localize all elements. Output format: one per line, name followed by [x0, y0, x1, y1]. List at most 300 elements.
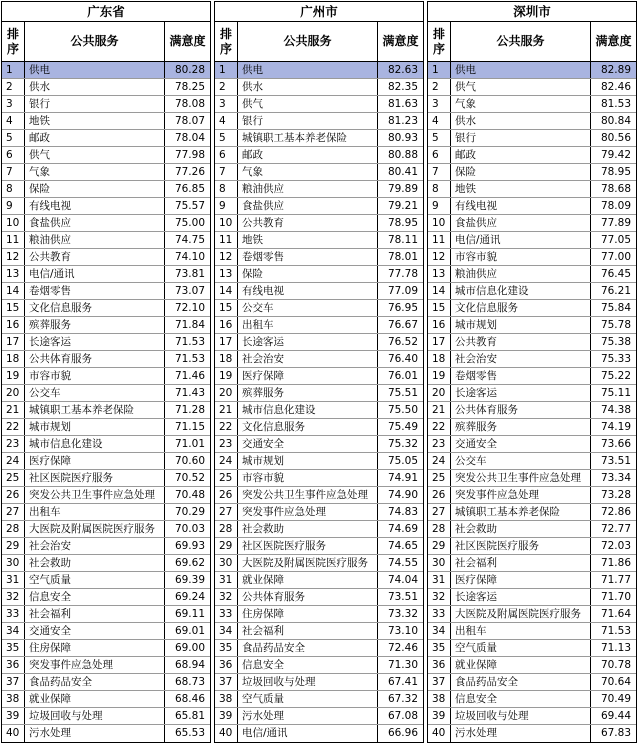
- service-cell: 社会治安: [238, 351, 378, 367]
- rank-cell: 33: [215, 606, 238, 622]
- rank-cell: 18: [215, 351, 238, 367]
- service-cell: 污水处理: [451, 725, 591, 742]
- table-row: [2, 249, 210, 266]
- service-cell: 交通安全: [451, 436, 591, 452]
- table-row: [2, 232, 210, 249]
- service-cell: 信息安全: [25, 589, 165, 605]
- table-row: [2, 419, 210, 436]
- service-cell: 气象: [25, 164, 165, 180]
- service-cell: 突发公共卫生事件应急处理: [451, 470, 591, 486]
- satisfaction-cell: 76.52: [387, 336, 418, 348]
- satisfaction-cell: 76.95: [387, 302, 418, 314]
- table-row: [215, 147, 423, 164]
- rank-cell: 8: [428, 181, 451, 197]
- service-cell: 气象: [238, 164, 378, 180]
- service-cell: 城市信息化建设: [238, 402, 378, 418]
- table-guangzhou: [214, 1, 424, 743]
- rank-cell: 1: [428, 62, 451, 78]
- table-row: [2, 640, 210, 657]
- satisfaction-cell: 78.01: [387, 251, 418, 263]
- service-cell: 医疗保障: [25, 453, 165, 469]
- service-cell: 城市规划: [238, 453, 378, 469]
- rank-cell: 17: [215, 334, 238, 350]
- table-row: [2, 215, 210, 232]
- service-cell: 食盐供应: [238, 198, 378, 214]
- table-row: [428, 572, 636, 589]
- satisfaction-cell: 74.91: [387, 472, 418, 484]
- satisfaction-cell: 70.29: [174, 506, 205, 518]
- table-row: [428, 708, 636, 725]
- satisfaction-ranking-sheet: [1, 1, 639, 743]
- service-cell: 地铁: [25, 113, 165, 129]
- table-row: [2, 657, 210, 674]
- rank-cell: 32: [215, 589, 238, 605]
- service-cell: 有线电视: [451, 198, 591, 214]
- rank-cell: 36: [215, 657, 238, 673]
- service-cell: 出租车: [25, 504, 165, 520]
- table-row: [428, 521, 636, 538]
- satisfaction-cell: 69.24: [174, 591, 205, 603]
- table-row: [215, 623, 423, 640]
- service-cell: 出租车: [451, 623, 591, 639]
- rank-cell: 26: [215, 487, 238, 503]
- table-row: [2, 504, 210, 521]
- table-row: [428, 419, 636, 436]
- rank-cell: 29: [215, 538, 238, 554]
- rank-cell: 27: [2, 504, 25, 520]
- satisfaction-cell: 78.95: [600, 166, 631, 178]
- service-cell: 市容市貌: [451, 249, 591, 265]
- satisfaction-cell: 79.42: [600, 149, 631, 161]
- rank-cell: 36: [428, 657, 451, 673]
- rank-cell: 10: [428, 215, 451, 231]
- service-cell: 保险: [238, 266, 378, 282]
- service-cell: 污水处理: [238, 708, 378, 724]
- rank-cell: 31: [215, 572, 238, 588]
- satisfaction-cell: 74.75: [174, 234, 205, 246]
- satisfaction-cell: 72.86: [600, 506, 631, 518]
- table-row: [428, 385, 636, 402]
- rank-cell: 5: [428, 130, 451, 146]
- satisfaction-cell: 80.41: [387, 166, 418, 178]
- rank-cell: 10: [215, 215, 238, 231]
- table-row: [2, 334, 210, 351]
- table-row: [215, 351, 423, 368]
- satisfaction-cell: 71.28: [174, 404, 205, 416]
- table-row: [428, 640, 636, 657]
- rank-cell: 15: [2, 300, 25, 316]
- satisfaction-cell: 75.33: [600, 353, 631, 365]
- satisfaction-cell: 73.34: [600, 472, 631, 484]
- rank-cell: 27: [215, 504, 238, 520]
- table-row: [215, 521, 423, 538]
- satisfaction-cell: 71.43: [174, 387, 205, 399]
- service-cell: 就业保障: [25, 691, 165, 707]
- service-cell: 社区医院医疗服务: [451, 538, 591, 554]
- service-cell: 食盐供应: [451, 215, 591, 231]
- table-row: [428, 470, 636, 487]
- rank-cell: 1: [2, 62, 25, 78]
- service-cell: 供电: [25, 62, 165, 78]
- service-header: 公共服务: [25, 22, 165, 61]
- rank-cell: 16: [428, 317, 451, 333]
- table-row: [2, 181, 210, 198]
- rank-cell: 4: [215, 113, 238, 129]
- table-row: [2, 266, 210, 283]
- rank-cell: 11: [215, 232, 238, 248]
- satisfaction-cell: 81.23: [387, 115, 418, 127]
- table-row: [215, 487, 423, 504]
- service-cell: 城市规划: [451, 317, 591, 333]
- table-body: [428, 62, 636, 742]
- satisfaction-cell: 69.00: [174, 642, 205, 654]
- satisfaction-cell: 75.32: [387, 438, 418, 450]
- table-row: [215, 317, 423, 334]
- table-row: [428, 96, 636, 113]
- table-row: [428, 691, 636, 708]
- service-cell: 殡葬服务: [25, 317, 165, 333]
- satisfaction-cell: 70.48: [174, 489, 205, 501]
- table-row: [215, 215, 423, 232]
- service-cell: 公交车: [238, 300, 378, 316]
- column-header-row: [2, 22, 210, 62]
- rank-header: 排序: [215, 22, 238, 61]
- satisfaction-cell: 71.70: [600, 591, 631, 603]
- service-cell: 空气质量: [238, 691, 378, 707]
- table-row: [215, 266, 423, 283]
- service-cell: 社区医院医疗服务: [238, 538, 378, 554]
- service-cell: 住房保障: [238, 606, 378, 622]
- table-body: [215, 62, 423, 742]
- table-row: [2, 691, 210, 708]
- service-cell: 突发事件应急处理: [238, 504, 378, 520]
- rank-cell: 7: [428, 164, 451, 180]
- service-cell: 粮油供应: [238, 181, 378, 197]
- table-title: 广州市: [215, 2, 423, 22]
- satisfaction-cell: 78.68: [600, 183, 631, 195]
- rank-cell: 23: [2, 436, 25, 452]
- rank-cell: 3: [2, 96, 25, 112]
- satisfaction-cell: 73.10: [387, 625, 418, 637]
- rank-cell: 6: [2, 147, 25, 163]
- service-header: 公共服务: [238, 22, 378, 61]
- satisfaction-cell: 68.73: [174, 676, 205, 688]
- satisfaction-cell: 74.65: [387, 540, 418, 552]
- satisfaction-cell: 71.46: [174, 370, 205, 382]
- table-row: [2, 79, 210, 96]
- table-row: [428, 198, 636, 215]
- table-row: [215, 538, 423, 555]
- satisfaction-header: 满意度: [595, 34, 632, 48]
- service-cell: 城市信息化建设: [451, 283, 591, 299]
- table-row: [428, 130, 636, 147]
- rank-cell: 4: [2, 113, 25, 129]
- satisfaction-cell: 79.21: [387, 200, 418, 212]
- rank-cell: 8: [2, 181, 25, 197]
- rank-cell: 34: [428, 623, 451, 639]
- satisfaction-cell: 69.44: [600, 710, 631, 722]
- satisfaction-cell: 74.69: [387, 523, 418, 535]
- table-row: [2, 674, 210, 691]
- service-cell: 公共教育: [238, 215, 378, 231]
- rank-cell: 18: [2, 351, 25, 367]
- satisfaction-cell: 75.78: [600, 319, 631, 331]
- satisfaction-cell: 80.28: [174, 64, 205, 76]
- rank-cell: 14: [215, 283, 238, 299]
- table-row: [215, 419, 423, 436]
- service-cell: 供气: [25, 147, 165, 163]
- satisfaction-cell: 75.84: [600, 302, 631, 314]
- satisfaction-cell: 76.67: [387, 319, 418, 331]
- table-row: [215, 572, 423, 589]
- satisfaction-cell: 71.64: [600, 608, 631, 620]
- satisfaction-cell: 74.38: [600, 404, 631, 416]
- service-cell: 长途客运: [451, 589, 591, 605]
- service-cell: 垃圾回收与处理: [451, 708, 591, 724]
- table-row: [428, 538, 636, 555]
- service-cell: 保险: [25, 181, 165, 197]
- rank-cell: 4: [428, 113, 451, 129]
- service-cell: 信息安全: [238, 657, 378, 673]
- rank-cell: 33: [2, 606, 25, 622]
- table-row: [215, 385, 423, 402]
- satisfaction-cell: 71.13: [600, 642, 631, 654]
- table-row: [428, 283, 636, 300]
- service-cell: 粮油供应: [451, 266, 591, 282]
- rank-cell: 19: [215, 368, 238, 384]
- satisfaction-cell: 74.83: [387, 506, 418, 518]
- satisfaction-cell: 67.83: [600, 727, 631, 739]
- service-cell: 城市信息化建设: [25, 436, 165, 452]
- table-row: [2, 198, 210, 215]
- rank-cell: 40: [2, 725, 25, 742]
- satisfaction-cell: 75.05: [387, 455, 418, 467]
- rank-cell: 37: [2, 674, 25, 690]
- table-row: [428, 436, 636, 453]
- rank-cell: 25: [215, 470, 238, 486]
- rank-cell: 9: [2, 198, 25, 214]
- table-row: [2, 487, 210, 504]
- table-row: [428, 351, 636, 368]
- satisfaction-cell: 69.62: [174, 557, 205, 569]
- table-row: [428, 147, 636, 164]
- satisfaction-cell: 78.95: [387, 217, 418, 229]
- satisfaction-cell: 69.39: [174, 574, 205, 586]
- satisfaction-cell: 71.01: [174, 438, 205, 450]
- table-row: [215, 249, 423, 266]
- satisfaction-cell: 82.89: [600, 64, 631, 76]
- service-cell: 有线电视: [25, 198, 165, 214]
- table-row: [2, 130, 210, 147]
- satisfaction-cell: 72.77: [600, 523, 631, 535]
- service-cell: 城镇职工基本养老保险: [238, 130, 378, 146]
- table-row: [215, 436, 423, 453]
- satisfaction-cell: 73.07: [174, 285, 205, 297]
- rank-cell: 30: [428, 555, 451, 571]
- rank-cell: 24: [2, 453, 25, 469]
- satisfaction-cell: 70.78: [600, 659, 631, 671]
- table-row: [215, 62, 423, 79]
- service-cell: 供水: [451, 113, 591, 129]
- table-row: [2, 62, 210, 79]
- table-row: [428, 232, 636, 249]
- table-row: [428, 606, 636, 623]
- table-row: [428, 368, 636, 385]
- service-cell: 垃圾回收与处理: [25, 708, 165, 724]
- table-row: [2, 538, 210, 555]
- rank-cell: 17: [428, 334, 451, 350]
- rank-header: 排序: [428, 22, 451, 61]
- table-row: [215, 368, 423, 385]
- rank-cell: 15: [215, 300, 238, 316]
- table-row: [428, 725, 636, 742]
- table-row: [2, 368, 210, 385]
- table-row: [215, 589, 423, 606]
- service-cell: 供电: [238, 62, 378, 78]
- satisfaction-header: 满意度: [169, 34, 206, 48]
- rank-cell: 39: [215, 708, 238, 724]
- satisfaction-cell: 70.03: [174, 523, 205, 535]
- satisfaction-cell: 68.46: [174, 693, 205, 705]
- satisfaction-cell: 80.56: [600, 132, 631, 144]
- table-row: [428, 657, 636, 674]
- satisfaction-cell: 71.53: [174, 353, 205, 365]
- satisfaction-cell: 65.53: [174, 727, 205, 739]
- rank-cell: 18: [428, 351, 451, 367]
- service-cell: 银行: [238, 113, 378, 129]
- rank-cell: 7: [2, 164, 25, 180]
- rank-cell: 1: [215, 62, 238, 78]
- satisfaction-cell: 76.40: [387, 353, 418, 365]
- rank-cell: 27: [428, 504, 451, 520]
- rank-cell: 28: [428, 521, 451, 537]
- satisfaction-cell: 82.35: [387, 81, 418, 93]
- service-cell: 公交车: [25, 385, 165, 401]
- service-cell: 城市规划: [25, 419, 165, 435]
- service-cell: 公共体育服务: [25, 351, 165, 367]
- table-row: [215, 113, 423, 130]
- service-cell: 大医院及附属医院医疗服务: [451, 606, 591, 622]
- table-row: [215, 674, 423, 691]
- service-cell: 供电: [451, 62, 591, 78]
- service-cell: 银行: [25, 96, 165, 112]
- service-cell: 垃圾回收与处理: [238, 674, 378, 690]
- satisfaction-cell: 74.04: [387, 574, 418, 586]
- service-cell: 出租车: [238, 317, 378, 333]
- table-row: [428, 181, 636, 198]
- table-row: [215, 691, 423, 708]
- satisfaction-cell: 77.00: [600, 251, 631, 263]
- rank-cell: 12: [215, 249, 238, 265]
- service-cell: 文化信息服务: [238, 419, 378, 435]
- rank-cell: 28: [2, 521, 25, 537]
- table-row: [215, 181, 423, 198]
- rank-cell: 22: [215, 419, 238, 435]
- rank-cell: 36: [2, 657, 25, 673]
- service-cell: 社会救助: [25, 555, 165, 571]
- rank-cell: 21: [215, 402, 238, 418]
- table-row: [2, 470, 210, 487]
- satisfaction-cell: 77.98: [174, 149, 205, 161]
- service-cell: 食盐供应: [25, 215, 165, 231]
- table-row: [215, 640, 423, 657]
- satisfaction-cell: 79.89: [387, 183, 418, 195]
- table-row: [2, 623, 210, 640]
- satisfaction-cell: 76.21: [600, 285, 631, 297]
- service-cell: 供水: [25, 79, 165, 95]
- service-cell: 文化信息服务: [451, 300, 591, 316]
- satisfaction-cell: 66.96: [387, 727, 418, 739]
- satisfaction-cell: 80.93: [387, 132, 418, 144]
- service-cell: 地铁: [238, 232, 378, 248]
- table-row: [428, 62, 636, 79]
- satisfaction-cell: 70.49: [600, 693, 631, 705]
- table-row: [2, 521, 210, 538]
- rank-cell: 6: [428, 147, 451, 163]
- rank-cell: 40: [215, 725, 238, 742]
- column-header-row: [428, 22, 636, 62]
- satisfaction-cell: 73.51: [600, 455, 631, 467]
- satisfaction-cell: 78.25: [174, 81, 205, 93]
- table-row: [428, 589, 636, 606]
- table-row: [215, 300, 423, 317]
- service-cell: 卷烟零售: [25, 283, 165, 299]
- satisfaction-cell: 73.28: [600, 489, 631, 501]
- rank-cell: 28: [215, 521, 238, 537]
- table-row: [215, 470, 423, 487]
- rank-cell: 13: [215, 266, 238, 282]
- service-cell: 住房保障: [25, 640, 165, 656]
- rank-cell: 9: [428, 198, 451, 214]
- satisfaction-cell: 71.53: [600, 625, 631, 637]
- service-cell: 突发事件应急处理: [451, 487, 591, 503]
- rank-cell: 5: [2, 130, 25, 146]
- satisfaction-cell: 78.11: [387, 234, 418, 246]
- satisfaction-cell: 77.89: [600, 217, 631, 229]
- service-cell: 电信/通讯: [25, 266, 165, 282]
- satisfaction-cell: 67.41: [387, 676, 418, 688]
- rank-cell: 33: [428, 606, 451, 622]
- rank-cell: 24: [428, 453, 451, 469]
- table-row: [428, 453, 636, 470]
- satisfaction-cell: 73.32: [387, 608, 418, 620]
- rank-cell: 25: [2, 470, 25, 486]
- table-row: [2, 436, 210, 453]
- rank-cell: 7: [215, 164, 238, 180]
- table-row: [428, 487, 636, 504]
- service-cell: 卷烟零售: [238, 249, 378, 265]
- satisfaction-cell: 71.30: [387, 659, 418, 671]
- table-row: [2, 96, 210, 113]
- rank-cell: 11: [2, 232, 25, 248]
- table-row: [215, 96, 423, 113]
- rank-cell: 15: [428, 300, 451, 316]
- rank-cell: 2: [2, 79, 25, 95]
- service-cell: 公共体育服务: [451, 402, 591, 418]
- rank-cell: 38: [428, 691, 451, 707]
- satisfaction-cell: 69.11: [174, 608, 205, 620]
- rank-cell: 39: [428, 708, 451, 724]
- rank-cell: 6: [215, 147, 238, 163]
- service-cell: 社会福利: [451, 555, 591, 571]
- rank-cell: 2: [215, 79, 238, 95]
- rank-cell: 14: [2, 283, 25, 299]
- satisfaction-cell: 73.81: [174, 268, 205, 280]
- table-row: [215, 232, 423, 249]
- satisfaction-cell: 72.46: [387, 642, 418, 654]
- table-row: [428, 334, 636, 351]
- rank-cell: 32: [2, 589, 25, 605]
